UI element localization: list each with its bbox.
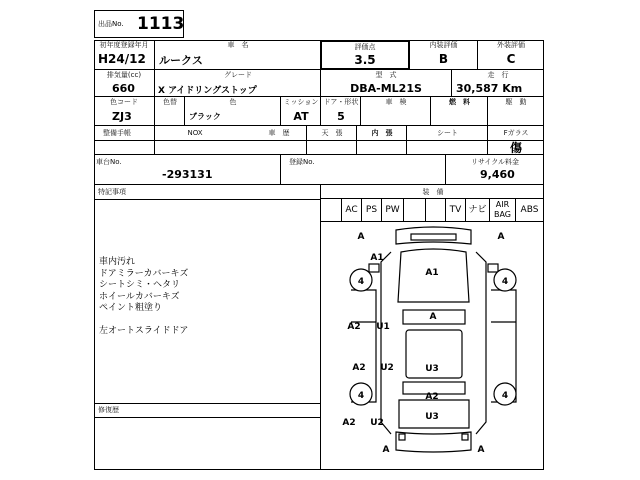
mileage-value: 30,587 Km — [456, 82, 523, 95]
note-line: 左オートスライドドア — [99, 326, 189, 336]
chassis-label: 車台No. — [96, 158, 122, 166]
car-name-label: 車 名 — [227, 41, 249, 49]
equipment-row — [321, 198, 544, 222]
notes-label: 特記事項 — [98, 188, 126, 196]
model-value: DBA-ML21S — [350, 82, 422, 95]
model-cell — [320, 70, 451, 97]
door-value: 5 — [337, 110, 345, 123]
mark: U2 — [380, 363, 394, 373]
grade-value: X アイドリングストップ — [158, 86, 257, 96]
mark: A2 — [347, 322, 361, 332]
color-label: 色 — [229, 98, 237, 106]
note-line: シートシミ・ヘタリ — [99, 280, 181, 290]
mark: A2 — [425, 392, 439, 402]
equip-ps: PS — [361, 199, 381, 221]
recycle-label: リサイクル料金 — [470, 158, 520, 166]
mark: U3 — [425, 412, 439, 422]
mark: A2 — [342, 418, 356, 428]
nox-label: NOX — [187, 129, 203, 137]
interior-trim-label: 内 張 — [371, 129, 393, 137]
mark: U3 — [425, 364, 439, 374]
mark: A1 — [370, 253, 384, 263]
fuel-label: 燃 料 — [449, 98, 470, 106]
repair-divider-2 — [94, 417, 320, 418]
exterior-cell — [477, 40, 544, 70]
mark: A2 — [352, 363, 366, 373]
row-5 — [94, 155, 544, 185]
exterior-value: C — [506, 52, 516, 66]
glass-label: Fガラス — [503, 129, 529, 137]
drive-cell — [487, 97, 544, 126]
displacement-label: 排気量(cc) — [106, 71, 142, 79]
equip-navi: ナビ — [465, 199, 489, 221]
notes-list — [99, 257, 188, 338]
score-label: 評価点 — [354, 43, 376, 51]
color-code-value: ZJ3 — [112, 110, 132, 123]
shift-cell — [280, 97, 320, 126]
equip-abs: ABS — [515, 199, 543, 221]
inspection-label: 車 検 — [385, 98, 407, 106]
equip-tv: TV — [445, 199, 465, 221]
mark: 4 — [357, 391, 365, 401]
fuel-cell — [430, 97, 487, 126]
equip-empty-1 — [403, 199, 425, 221]
mark: A — [477, 445, 485, 455]
front-grille-shape — [411, 234, 456, 240]
sunroof-label: 天 張 — [321, 129, 343, 137]
exhibit-box — [94, 10, 184, 38]
exterior-label: 外装評価 — [497, 41, 525, 49]
color-cell — [184, 97, 280, 126]
repair-label: 修復歴 — [98, 406, 119, 414]
note-line: ペイント粗塗り — [99, 303, 163, 313]
score-cell — [320, 40, 410, 70]
mileage-cell — [451, 70, 544, 97]
note-line: 車内汚れ — [99, 257, 136, 267]
mark: 4 — [357, 277, 365, 287]
repair-divider — [94, 403, 320, 404]
rear-bumper-shape — [396, 432, 471, 452]
interior-label: 内装評価 — [429, 41, 458, 49]
recycle-value: 9,460 — [480, 168, 515, 181]
right-mirror-shape — [488, 264, 498, 272]
equip-airbag: AIR BAG — [489, 199, 515, 221]
chassis-value: -293131 — [162, 168, 213, 181]
mark: A — [497, 232, 505, 242]
door-label: ドア・形状 — [323, 98, 359, 106]
seat-label: シート — [437, 129, 458, 137]
car-name-value: ルークス — [159, 54, 203, 67]
front-bumper-shape — [396, 227, 471, 244]
notes-panel — [94, 185, 321, 470]
row-4-divider — [94, 140, 544, 141]
rear-lamp-left — [399, 434, 405, 440]
mark: A1 — [425, 268, 439, 278]
note-line: ドアミラーカバーキズ — [99, 268, 189, 279]
equip-pw: PW — [381, 199, 403, 221]
row-1 — [94, 40, 544, 70]
interior-cell — [410, 40, 477, 70]
grade-cell — [154, 70, 320, 97]
car-name-cell — [154, 40, 320, 70]
left-side-shape — [381, 252, 391, 434]
shift-label: ミッション — [283, 98, 319, 106]
note-line: ホイールカバーキズ — [99, 291, 180, 302]
notes-divider — [94, 199, 320, 200]
color-change-label: 色替 — [163, 98, 177, 106]
equipment-label: 装 備 — [422, 188, 444, 196]
row-2 — [94, 70, 544, 97]
mileage-label: 走 行 — [487, 71, 509, 79]
mark: 4 — [501, 277, 509, 287]
mark: 4 — [501, 391, 509, 401]
color-code-label: 色コード — [110, 98, 138, 106]
equip-ac: AC — [341, 199, 361, 221]
color-change-cell — [154, 97, 184, 126]
glass-value: 傷 — [509, 141, 522, 155]
recycle-cell — [445, 155, 544, 185]
history-label: 車 歴 — [268, 129, 290, 137]
mark: A — [429, 312, 437, 322]
interior-value: B — [438, 52, 449, 66]
grade-label: グレード — [224, 71, 252, 79]
right-side-shape — [476, 252, 486, 434]
equip-empty-2 — [425, 199, 445, 221]
score-value: 3.5 — [354, 53, 376, 67]
row-3 — [94, 97, 544, 126]
mark: U1 — [376, 322, 390, 332]
displacement-value: 660 — [112, 82, 135, 95]
mark: U2 — [370, 418, 384, 428]
regno-label: 登録No. — [289, 158, 315, 166]
reg-year-value: H24/12 — [98, 52, 146, 66]
mark: A — [382, 445, 390, 455]
car-diagram — [321, 222, 544, 470]
door-cell — [320, 97, 360, 126]
shift-value: AT — [293, 110, 309, 123]
regno-cell — [280, 155, 445, 185]
note-line — [99, 315, 188, 327]
manual-label: 整備手帳 — [103, 129, 131, 137]
rear-lamp-right — [462, 434, 468, 440]
exhibit-label: 出品No. — [98, 20, 124, 28]
inspection-cell — [360, 97, 430, 126]
model-label: 型 式 — [375, 71, 397, 79]
color-value: ブラック — [189, 112, 221, 121]
reg-year-label: 初年度登録年月 — [99, 41, 149, 49]
left-mirror-shape — [369, 264, 379, 272]
exhibit-number: 1113 — [137, 14, 185, 34]
mark: A — [357, 232, 365, 242]
drive-label: 駆 動 — [505, 98, 527, 106]
